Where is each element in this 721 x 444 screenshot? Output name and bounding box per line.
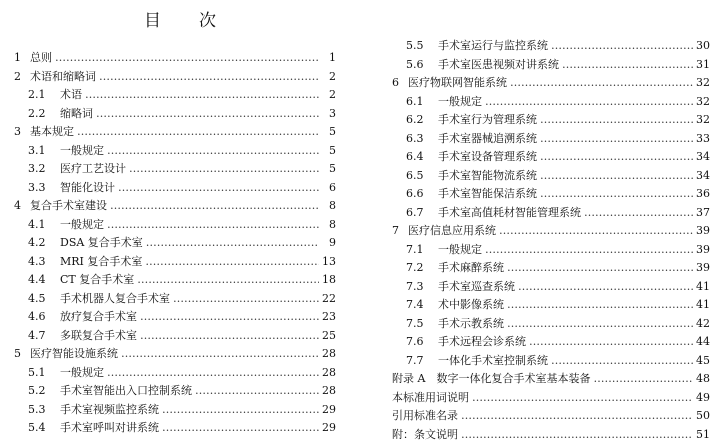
toc-entry-title: 一般规定 (60, 142, 104, 161)
toc-entry[interactable] (14, 197, 336, 216)
toc-entry-number: 5.3 (28, 401, 60, 420)
toc-column-left (14, 49, 336, 438)
toc-entry[interactable] (14, 160, 336, 179)
toc-entry-title: 手术室巡查系统 (438, 278, 515, 297)
toc-entry-number: 6.2 (406, 111, 438, 130)
toc-entry-number: 3 (14, 123, 30, 142)
toc-entry-page: 32 (696, 93, 710, 112)
toc-entry[interactable] (14, 345, 336, 364)
toc-entry-page: 29 (322, 419, 336, 438)
toc-entry-number: 7.2 (406, 259, 438, 278)
toc-entry-title: 手术麻醉系统 (438, 259, 504, 278)
toc-entry-title: 缩略词 (60, 105, 93, 124)
toc-entry-page: 42 (696, 315, 710, 334)
toc-entry-page: 28 (322, 364, 336, 383)
toc-entry-number: 5.4 (28, 419, 60, 438)
toc-entry-number: 2.2 (28, 105, 60, 124)
toc-entry[interactable] (14, 234, 336, 253)
toc-entry[interactable] (392, 148, 710, 167)
toc-entry-page: 34 (696, 167, 710, 186)
toc-entry-page: 49 (696, 389, 710, 408)
toc-entry-page: 9 (322, 234, 336, 253)
toc-entry-title: 复合手术室建设 (30, 197, 107, 216)
toc-leader-dots (99, 68, 319, 87)
toc-entry-title: CT 复合手术室 (60, 271, 134, 290)
toc-entry-page: 34 (696, 148, 710, 167)
toc-entry-page: 2 (322, 68, 336, 87)
toc-entry[interactable] (392, 315, 710, 334)
toc-entry-title: 智能化设计 (60, 179, 115, 198)
toc-entry-title: 附：条文说明 (392, 426, 458, 444)
toc-entry-number: 4.5 (28, 290, 60, 309)
toc-entry-page: 39 (696, 241, 710, 260)
toc-entry[interactable] (14, 142, 336, 161)
toc-leader-dots (499, 222, 693, 241)
toc-entry-page: 50 (696, 407, 710, 426)
toc-entry-number: 4.3 (28, 253, 60, 272)
toc-leader-dots (551, 352, 693, 371)
toc-entry[interactable] (14, 68, 336, 87)
toc-entry-page: 37 (696, 204, 710, 223)
toc-entry-number: 3.1 (28, 142, 60, 161)
toc-leader-dots (540, 111, 693, 130)
toc-leader-dots (146, 234, 319, 253)
toc-entry-page: 31 (696, 56, 710, 75)
toc-entry-page: 25 (322, 327, 336, 346)
toc-entry-page: 41 (696, 296, 710, 315)
toc-entry[interactable] (14, 216, 336, 235)
toc-leader-dots (107, 364, 319, 383)
toc-entry[interactable] (14, 327, 336, 346)
toc-entry-number: 7 (392, 222, 408, 241)
toc-entry-page: 22 (322, 290, 336, 309)
toc-entry-title: 多联复合手术室 (60, 327, 137, 346)
toc-entry-title: MRI 复合手术室 (60, 253, 142, 272)
toc-entry-page: 2 (322, 86, 336, 105)
toc-entry[interactable] (392, 37, 710, 56)
toc-entry-page: 30 (696, 37, 710, 56)
toc-entry-page: 32 (696, 111, 710, 130)
toc-entry-number: 7.3 (406, 278, 438, 297)
toc-entry-title: 一体化手术室控制系统 (438, 352, 548, 371)
toc-entry-number: 5.1 (28, 364, 60, 383)
toc-entry-number: 7.7 (406, 352, 438, 371)
toc-leader-dots (485, 93, 693, 112)
toc-entry-number: 3.3 (28, 179, 60, 198)
toc-leader-dots (507, 315, 693, 334)
toc-entry-page: 5 (322, 123, 336, 142)
toc-entry-page: 8 (322, 216, 336, 235)
toc-entry-page: 32 (696, 74, 710, 93)
toc-entry[interactable] (392, 222, 710, 241)
toc-entry-title: 手术室器械追溯系统 (438, 130, 537, 149)
toc-leader-dots (107, 142, 319, 161)
toc-entry[interactable] (14, 382, 336, 401)
toc-entry[interactable] (392, 56, 710, 75)
toc-entry[interactable] (14, 290, 336, 309)
toc-entry-number: 4.1 (28, 216, 60, 235)
toc-entry[interactable] (14, 86, 336, 105)
toc-leader-dots (107, 216, 319, 235)
toc-leader-dots (540, 130, 693, 149)
toc-leader-dots (593, 370, 693, 389)
toc-entry-page: 13 (322, 253, 336, 272)
toc-entry[interactable] (392, 93, 710, 112)
toc-leader-dots (472, 389, 693, 408)
toc-entry-title: 手术室智能保洁系统 (438, 185, 537, 204)
toc-leader-dots (145, 253, 319, 272)
toc-entry[interactable] (14, 179, 336, 198)
toc-leader-dots (55, 49, 319, 68)
toc-entry[interactable] (14, 308, 336, 327)
toc-entry-page: 28 (322, 382, 336, 401)
toc-entry-number: 4.6 (28, 308, 60, 327)
toc-leader-dots (96, 105, 319, 124)
toc-entry[interactable] (392, 407, 710, 426)
toc-entry[interactable] (392, 241, 710, 260)
toc-entry-title: 一般规定 (438, 93, 482, 112)
toc-entry-title: 医疗物联网智能系统 (408, 74, 507, 93)
toc-entry-title: DSA 复合手术室 (60, 234, 143, 253)
toc-leader-dots (110, 197, 319, 216)
toc-entry[interactable] (392, 389, 710, 408)
toc-entry-title: 术中影像系统 (438, 296, 504, 315)
toc-entry-page: 41 (696, 278, 710, 297)
toc-leader-dots (562, 56, 693, 75)
toc-entry-page: 39 (696, 259, 710, 278)
toc-leader-dots (140, 308, 319, 327)
title-char-1: 目 (144, 11, 161, 31)
toc-entry-number: 2 (14, 68, 30, 87)
toc-entry[interactable] (392, 111, 710, 130)
toc-leader-dots (195, 382, 319, 401)
toc-entry-page: 51 (696, 426, 710, 444)
toc-entry-title: 手术室医患视频对讲系统 (438, 56, 559, 75)
toc-leader-dots (540, 185, 693, 204)
toc-entry-number: 6.1 (406, 93, 438, 112)
toc-entry[interactable] (392, 278, 710, 297)
toc-entry[interactable] (392, 204, 710, 223)
toc-entry[interactable] (392, 370, 710, 389)
toc-entry-page: 28 (322, 345, 336, 364)
toc-entry-number: 6.6 (406, 185, 438, 204)
toc-entry-number: 1 (14, 49, 30, 68)
toc-entry-title: 手术室智能出入口控制系统 (60, 382, 192, 401)
toc-entry-page: 36 (696, 185, 710, 204)
toc-leader-dots (173, 290, 319, 309)
toc-entry-page: 1 (322, 49, 336, 68)
toc-entry-page: 6 (322, 179, 336, 198)
toc-leader-dots (584, 204, 693, 223)
toc-entry[interactable] (392, 185, 710, 204)
title-char-2: 次 (199, 11, 216, 31)
toc-entry-number: 5.2 (28, 382, 60, 401)
toc-leader-dots (85, 86, 319, 105)
toc-entry[interactable] (14, 253, 336, 272)
toc-entry-title: 一般规定 (60, 216, 104, 235)
toc-entry[interactable] (14, 364, 336, 383)
toc-entry[interactable] (14, 105, 336, 124)
toc-entry-page: 3 (322, 105, 336, 124)
toc-leader-dots (551, 37, 693, 56)
toc-entry[interactable] (392, 167, 710, 186)
toc-column-right (392, 37, 710, 444)
toc-entry-number: 5 (14, 345, 30, 364)
toc-entry-title: 手术室运行与监控系统 (438, 37, 548, 56)
toc-entry-title: 医疗工艺设计 (60, 160, 126, 179)
toc-leader-dots (121, 345, 319, 364)
toc-entry[interactable] (392, 352, 710, 371)
toc-entry-title: 附录 A 数字一体化复合手术室基本装备 (392, 370, 590, 389)
toc-entry-number: 7.4 (406, 296, 438, 315)
toc-entry-page: 48 (696, 370, 710, 389)
toc-leader-dots (118, 179, 319, 198)
toc-entry-number: 6.7 (406, 204, 438, 223)
toc-leader-dots (461, 407, 693, 426)
toc-entry[interactable] (392, 333, 710, 352)
toc-entry[interactable] (392, 74, 710, 93)
toc-leader-dots (162, 401, 319, 420)
toc-entry-page: 44 (696, 333, 710, 352)
toc-entry-number: 3.2 (28, 160, 60, 179)
toc-leader-dots (510, 74, 693, 93)
toc-entry-title: 基本规定 (30, 123, 74, 142)
toc-leader-dots (129, 160, 319, 179)
toc-entry-title: 手术机器人复合手术室 (60, 290, 170, 309)
toc-entry[interactable] (14, 123, 336, 142)
toc-entry-title: 手术室高值耗材智能管理系统 (438, 204, 581, 223)
toc-entry-title: 术语 (60, 86, 82, 105)
toc-entry-page: 39 (696, 222, 710, 241)
toc-entry-number: 6.3 (406, 130, 438, 149)
toc-entry-page: 8 (322, 197, 336, 216)
toc-entry-title: 本标准用词说明 (392, 389, 469, 408)
toc-entry[interactable] (14, 271, 336, 290)
toc-leader-dots (507, 296, 693, 315)
toc-entry-page: 5 (322, 142, 336, 161)
toc-entry-number: 6 (392, 74, 408, 93)
toc-entry-page: 33 (696, 130, 710, 149)
toc-entry-title: 总则 (30, 49, 52, 68)
toc-leader-dots (529, 333, 693, 352)
toc-entry-number: 7.6 (406, 333, 438, 352)
toc-entry-title: 手术远程会诊系统 (438, 333, 526, 352)
toc-entry-number: 4.4 (28, 271, 60, 290)
toc-entry-title: 一般规定 (60, 364, 104, 383)
toc-entry-number: 2.1 (28, 86, 60, 105)
toc-entry[interactable] (392, 296, 710, 315)
toc-entry-title: 一般规定 (438, 241, 482, 260)
toc-entry-title: 手术室行为管理系统 (438, 111, 537, 130)
toc-entry-page: 18 (322, 271, 336, 290)
toc-entry-number: 5.6 (406, 56, 438, 75)
toc-entry-title: 手术示教系统 (438, 315, 504, 334)
toc-entry-page: 23 (322, 308, 336, 327)
toc-entry-number: 7.5 (406, 315, 438, 334)
page-title (120, 6, 240, 31)
toc-entry-number: 4 (14, 197, 30, 216)
toc-entry-number: 5.5 (406, 37, 438, 56)
toc-entry-page: 29 (322, 401, 336, 420)
toc-entry[interactable] (392, 259, 710, 278)
toc-entry-title: 放疗复合手术室 (60, 308, 137, 327)
toc-entry-title: 手术室设备管理系统 (438, 148, 537, 167)
toc-entry-number: 4.2 (28, 234, 60, 253)
toc-entry[interactable] (14, 49, 336, 68)
toc-leader-dots (540, 148, 693, 167)
toc-entry-title: 医疗智能设施系统 (30, 345, 118, 364)
toc-entry-title: 医疗信息应用系统 (408, 222, 496, 241)
toc-leader-dots (485, 241, 693, 260)
toc-entry-title: 手术室智能物流系统 (438, 167, 537, 186)
toc-entry-title: 手术室视频监控系统 (60, 401, 159, 420)
toc-leader-dots (77, 123, 319, 142)
toc-entry-number: 6.5 (406, 167, 438, 186)
toc-entry[interactable] (392, 130, 710, 149)
toc-entry-title: 引用标准名录 (392, 407, 458, 426)
toc-entry-page: 5 (322, 160, 336, 179)
toc-entry-title: 术语和缩略词 (30, 68, 96, 87)
toc-leader-dots (140, 327, 319, 346)
toc-entry[interactable] (14, 401, 336, 420)
toc-entry-number: 4.7 (28, 327, 60, 346)
toc-entry-number: 7.1 (406, 241, 438, 260)
toc-leader-dots (518, 278, 693, 297)
toc-leader-dots (540, 167, 693, 186)
toc-entry-title: 手术室呼叫对讲系统 (60, 419, 159, 438)
toc-entry-number: 6.4 (406, 148, 438, 167)
toc-leader-dots (137, 271, 319, 290)
toc-leader-dots (507, 259, 693, 278)
toc-entry-page: 45 (696, 352, 710, 371)
